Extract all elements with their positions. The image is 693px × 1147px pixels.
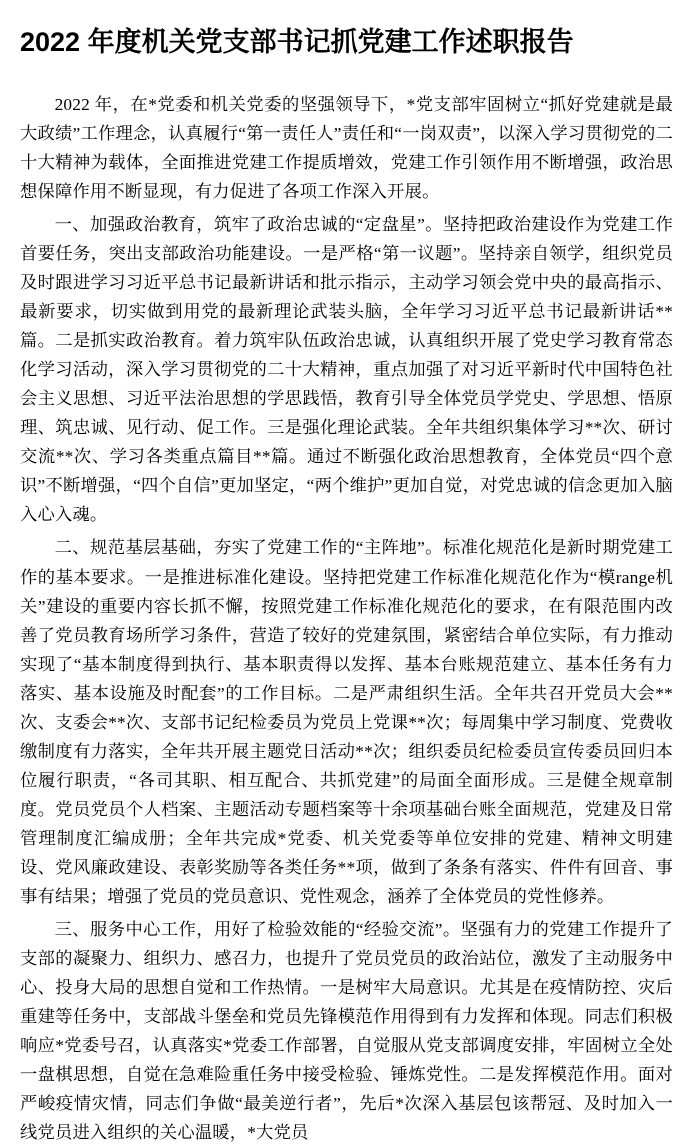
paragraph: 2022 年，在*党委和机关党委的坚强领导下，*党支部牢固树立“抓好党建就是最大政绩”工作理念，认真履行“第一责任人”责任和“一岗双责”，以深入学习贯彻党的二十大精神为载体，全面推进党建工作提质增效，党建工作引领作用不断增强，政治思想保障作用不断显现，有力促进了各项工作深入开展。 [20,94,673,201]
page-title: 2022 年度机关党支部书记抓党建工作述职报告 [20,27,574,57]
paragraph: 二、规范基层基础，夯实了党建工作的“主阵地”。标准化规范化是新时期党建工作的基本要求。一是推进标准化建设。坚持把党建工作标准化规范化作为“模range机关”建设的重要内容长抓不懈，按照党建工作标准化规范化的要求，在有限范围内改善了党员教育场所学习条件，营造了较好的党建氛围，紧密结合单位实际，有力推动实现了“基本制度得到执行、基本职责得以发挥、基本台账规范建立、基本任务有力落实、基本设施及时配套”的工作目标。二是严肃组织生活。全年共召开党员大会**次、支委会**次、支部书记纪检委员为党员上党课**次；每周集中学习制度、党费收缴制度有力落实，全年共开展主题党日活动**次；组织委员纪检委员宣传委员回归本位履行职责，“各司其职、相互配合、共抓党建”的局面全面形成。三是健全规章制度。党员党员个人档案、主题活动专题档案等十余项基础台账全面规范，党建及日常管理制度汇编成册；全年共完成*党委、机关党委等单位安排的党建、精神文明建设、党风廉政建设、表彰奖励等各类任务**项，做到了条条有落实、件件有回音、事事有结果；增强了党员的党员意识、党性观念，涵养了全体党员的党性修养。 [20,538,673,907]
paragraph: 一、加强政治教育，筑牢了政治忠诚的“定盘星”。坚持把政治建设作为党建工作首要任务，突出支部政治功能建设。一是严格“第一议题”。坚持亲自领学，组织党员及时跟进学习习近平总书记最新讲话和批示指示，主动学习领会党中央的最高指示、最新要求，切实做到用党的最新理论武装头脑，全年学习习近平总书记最新讲话**篇。二是抓实政治教育。着力筑牢队伍政治忠诚，认真组织开展了党史学习教育常态化学习活动，深入学习贯彻党的二十大精神，重点加强了对习近平新时代中国特色社会主义思想、习近平法治思想的学思践悟，教育引导全体党员学党史、学思想、悟原理、筑忠诚、见行动、促工作。三是强化理论武装。全年共组织集体学习**次、研讨交流**次、学习各类重点篇目**篇。通过不断强化政治思想教育，全体党员“四个意识”不断增强，“四个自信”更加坚定，“两个维护”更加自觉，对党忠诚的信念更加入脑入心入魂。 [20,214,673,525]
document-body [20,90,673,1147]
paragraph: 三、服务中心工作，用好了检验效能的“经验交流”。坚强有力的党建工作提升了支部的凝聚力、组织力、感召力，也提升了党员党员的政治站位，激发了主动服务中心、投身大局的思想自觉和工作热情。一是树牢大局意识。尤其是在疫情防控、灾后重建等任务中，支部战斗堡垒和党员先锋模范作用得到有力发挥和体现。同志们积极响应*党委号召，认真落实*党委工作部署，自觉服从党支部调度安排，牢固树立全处一盘棋思想，自觉在急难险重任务中接受检验、锤炼党性。二是发挥模范作用。面对严峻疫情灾情，同志们争做“最美逆行者”，先后*次深入基层包该帮冠、及时加入一线党员进入组织的关心温暖，*大党员 [20,920,673,1143]
